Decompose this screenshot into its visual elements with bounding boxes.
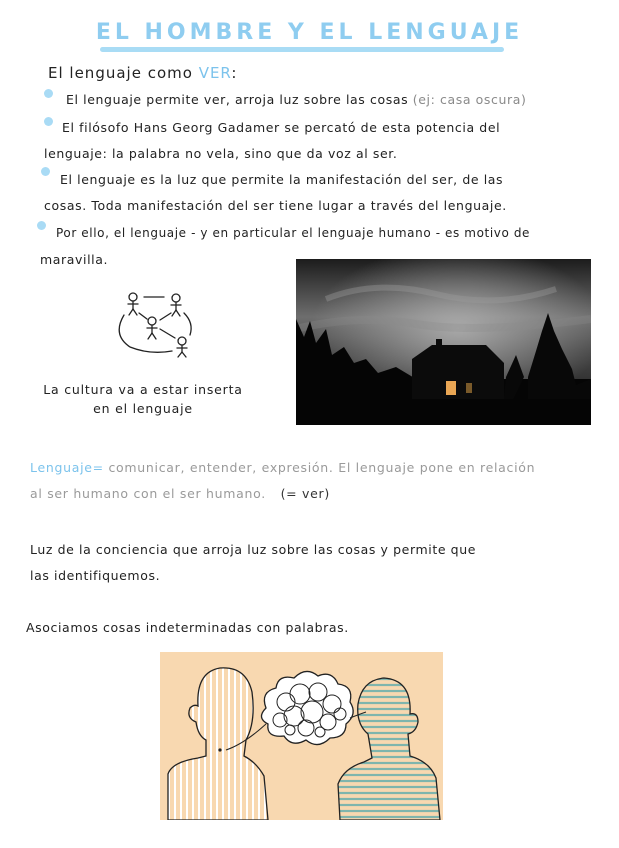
bullet-3-line-2: cosas. Toda manifestación del ser tiene lugar a través del lenguaje. bbox=[44, 198, 507, 213]
lenguaje-def-note: (= ver) bbox=[280, 486, 330, 501]
connection-line bbox=[160, 313, 171, 320]
lenguaje-def-text: comunicar, entender, expresión. El lenguaje pone en relación bbox=[103, 460, 536, 475]
page-title: EL HOMBRE Y EL LENGUAJE bbox=[95, 20, 524, 45]
left-eye bbox=[218, 748, 221, 751]
bullet-4-line-2: maravilla. bbox=[40, 252, 109, 267]
section-heading bbox=[48, 64, 237, 82]
asociamos-line: Asociamos cosas indeterminadas con palabras. bbox=[26, 620, 349, 635]
dark-house-photo bbox=[296, 259, 591, 425]
bullet-2-line-1: El filósofo Hans Georg Gadamer se percató de esta potencia del bbox=[62, 120, 501, 135]
bullet-2-line-2: lenguaje: la palabra no vela, sino que da voz al ser. bbox=[44, 146, 398, 161]
heading-prefix: El lenguaje como bbox=[48, 64, 199, 82]
heading-highlight: VER bbox=[198, 64, 232, 82]
lenguaje-label: Lenguaje= bbox=[30, 460, 104, 475]
luz-line-1: Luz de la conciencia que arroja luz sobre las cosas y permite que bbox=[30, 542, 477, 557]
heading-suffix: : bbox=[231, 64, 238, 82]
people-network-doodle bbox=[110, 285, 200, 360]
luz-line-2: las identifiquemos. bbox=[30, 568, 161, 583]
bullet-3-line-1: El lenguaje es la luz que permite la manifestación del ser, de las bbox=[60, 172, 504, 187]
bullet-1-text: El lenguaje permite ver, arroja luz sobre las cosas bbox=[66, 92, 409, 107]
connection-curve bbox=[184, 313, 191, 335]
stick-figure bbox=[171, 294, 181, 316]
connection-line bbox=[139, 313, 147, 319]
title-underline bbox=[100, 47, 504, 52]
culture-caption bbox=[18, 382, 268, 416]
caption-line-1: La cultura va a estar inserta bbox=[43, 382, 243, 397]
lenguaje-definition-line-2 bbox=[30, 486, 330, 501]
connection-curve bbox=[119, 315, 172, 352]
lit-window bbox=[466, 383, 472, 393]
bullet-dot bbox=[44, 89, 53, 98]
bullet-dot bbox=[41, 167, 50, 176]
caption-line-2: en el lenguaje bbox=[93, 401, 193, 416]
lenguaje-definition-line-1 bbox=[30, 460, 535, 475]
lenguaje-def-text-2: al ser humano con el ser humano. bbox=[30, 486, 266, 501]
bullet-dot bbox=[37, 221, 46, 230]
conversation-illustration bbox=[160, 652, 443, 820]
stick-figure bbox=[147, 317, 157, 339]
lit-window bbox=[446, 381, 456, 395]
connection-line bbox=[160, 329, 175, 338]
stick-figure bbox=[177, 337, 187, 357]
bullet-4-line-1: Por ello, el lenguaje - y en particular el lenguaje humano - es motivo de bbox=[56, 226, 531, 240]
bullet-dot bbox=[44, 117, 53, 126]
bullet-1-line-1 bbox=[66, 92, 527, 107]
stick-figure bbox=[128, 293, 138, 315]
bullet-1-note: (ej: casa oscura) bbox=[412, 92, 527, 107]
